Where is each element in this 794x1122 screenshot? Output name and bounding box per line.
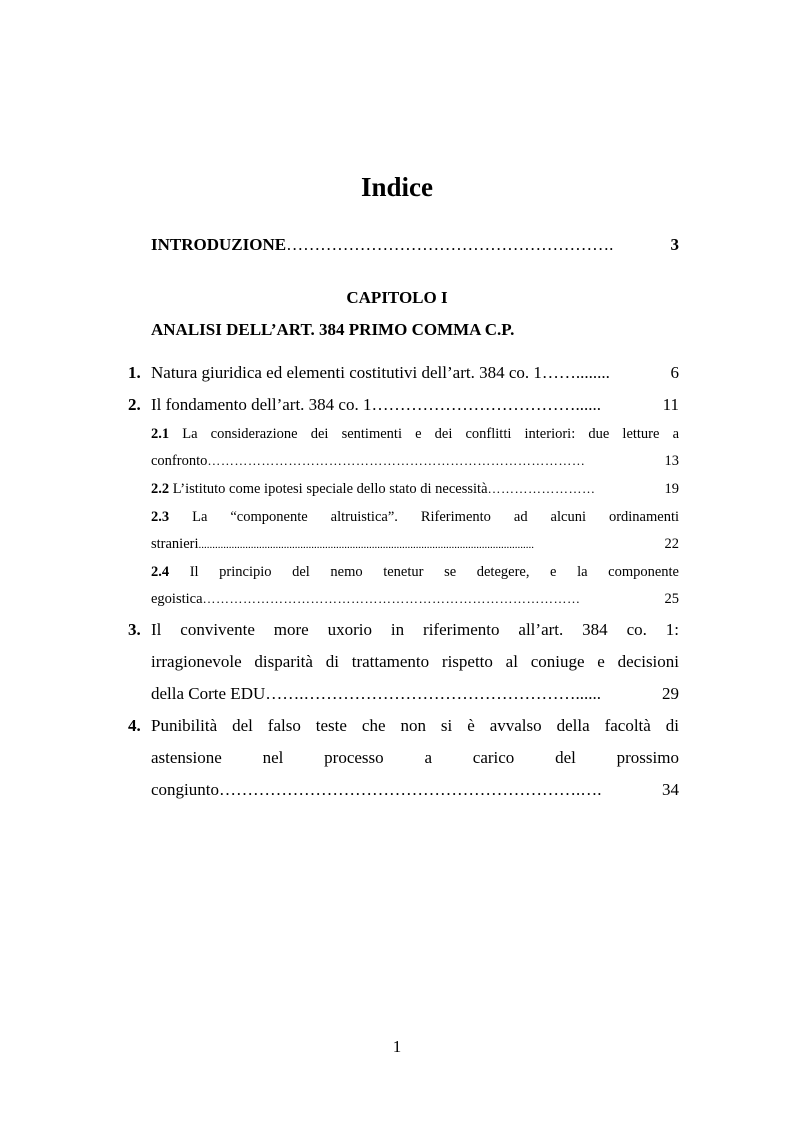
toc-subentry-2-2[interactable] <box>151 481 679 498</box>
subentry-text-line1: La considerazione dei sentimenti e dei conflitti interiori: due letture a <box>182 426 680 442</box>
toc-entry-1[interactable] <box>151 363 679 383</box>
entry-text: Il fondamento dell’art. 384 co. 1 <box>151 395 372 414</box>
subentry-text-line2: stranieri <box>151 536 199 552</box>
entry-leader: ……………………………………………………….…. <box>219 780 602 799</box>
page-title: Indice <box>360 172 433 202</box>
entry-text-line1: Punibilità del falso teste che non si è avvalso della facoltà di <box>151 716 679 735</box>
toc-entry-4-line2[interactable] <box>151 748 679 768</box>
subentry-number: 2.1 <box>151 426 170 442</box>
subentry-leader: ………………………………………………………………………… <box>207 453 586 468</box>
subentry-page: 19 <box>664 481 679 497</box>
toc-entry-introduction[interactable] <box>151 235 679 255</box>
entry-page: 6 <box>670 363 679 382</box>
subentry-page: 22 <box>664 536 679 552</box>
introduction-label: INTRODUZIONE <box>151 235 287 254</box>
entry-text-line3: congiunto <box>151 780 219 799</box>
subentry-text-line1: La “componente altruistica”. Riferimento ad alcuni ordinamenti <box>192 509 680 525</box>
toc-subentry-2-3-continued[interactable] <box>151 536 679 553</box>
entry-page: 29 <box>662 684 679 703</box>
entry-number: 3. <box>128 620 141 639</box>
chapter-label: CAPITOLO I <box>346 288 448 307</box>
subentry-number: 2.3 <box>151 509 170 525</box>
entry-number: 4. <box>128 716 141 735</box>
toc-entry-4-line3[interactable] <box>151 780 679 800</box>
entry-number: 1. <box>128 363 141 382</box>
entry-text-line2: astensione nel processo a carico del prossimo <box>151 748 679 767</box>
subentry-text-line2: egoistica <box>151 591 203 607</box>
toc-entry-3[interactable] <box>151 620 679 640</box>
page-number: 1 <box>392 1037 402 1056</box>
subentry-page: 13 <box>664 453 679 469</box>
toc-subentry-2-4-continued[interactable] <box>151 591 679 608</box>
subentry-number: 2.4 <box>151 564 170 580</box>
toc-entry-3-line2[interactable] <box>151 652 679 672</box>
toc-entry-3-line3[interactable] <box>151 684 679 704</box>
entry-number: 2. <box>128 395 141 414</box>
subentry-text-line1: Il principio del nemo tenetur se detegere, e la componente <box>189 564 679 580</box>
toc-subentry-2-3[interactable] <box>151 509 679 526</box>
entry-leader: …….…………………………………………...... <box>265 684 601 703</box>
toc-entry-4[interactable] <box>151 716 679 736</box>
subentry-leader: .......................................................................................................................... <box>198 539 535 551</box>
subentry-number: 2.2 <box>151 481 170 497</box>
toc-subentry-2-1-continued[interactable] <box>151 453 679 470</box>
introduction-page: 3 <box>670 235 679 254</box>
toc-subentry-2-4[interactable] <box>151 564 679 581</box>
entry-text: Natura giuridica ed elementi costitutivi dell’art. 384 co. 1 <box>151 363 542 382</box>
chapter-subtitle: ANALISI DELL’ART. 384 PRIMO COMMA C.P. <box>151 320 515 339</box>
subentry-page: 25 <box>664 591 679 607</box>
entry-leader: ……........ <box>541 363 610 382</box>
toc-subentry-2-1[interactable] <box>151 426 679 443</box>
entry-leader: ………………………………...... <box>371 395 601 414</box>
subentry-text-line2: confronto <box>151 453 208 469</box>
subentry-text: L’istituto come ipotesi speciale dello stato di necessità <box>172 481 488 497</box>
entry-text-line2: irragionevole disparità di trattamento rispetto al coniuge e decisioni <box>151 652 679 671</box>
entry-text-line1: Il convivente more uxorio in riferimento all’art. 384 co. 1: <box>151 620 679 639</box>
entry-text-line3: della Corte EDU <box>151 684 266 703</box>
subentry-leader: …………………… <box>487 481 596 496</box>
subentry-leader: ………………………………………………………………………… <box>202 591 581 606</box>
introduction-leader: …………………………………………………. <box>286 235 614 254</box>
toc-entry-2[interactable] <box>151 395 679 415</box>
entry-page: 11 <box>662 395 679 414</box>
entry-page: 34 <box>662 780 679 799</box>
